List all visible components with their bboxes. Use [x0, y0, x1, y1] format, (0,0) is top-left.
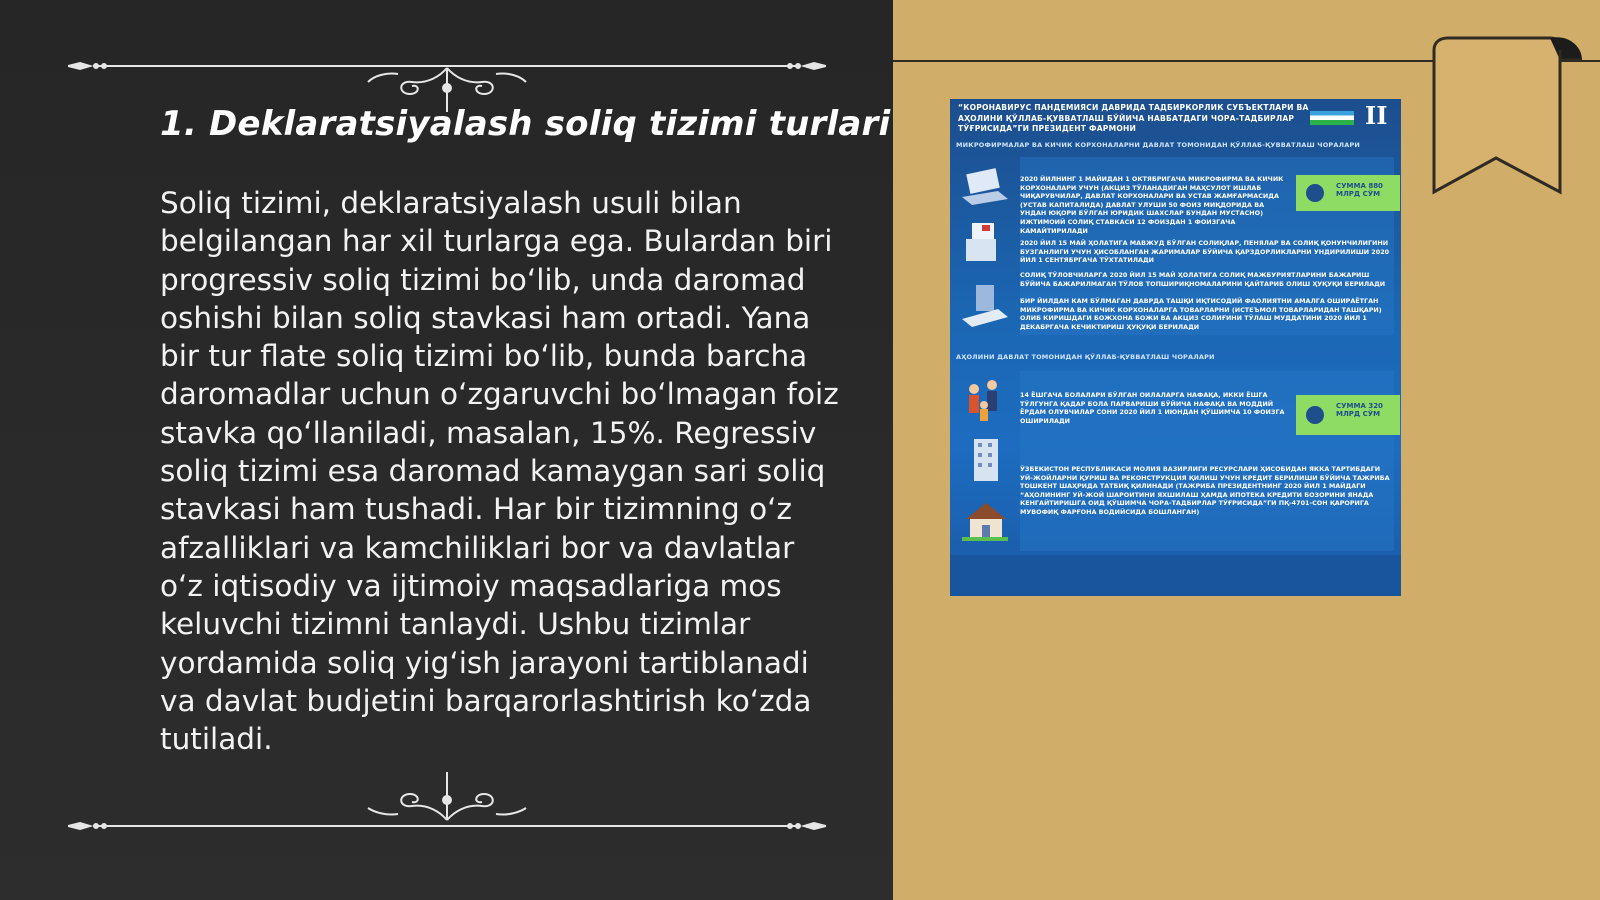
infographic-sum-2	[1296, 395, 1400, 435]
infographic-item-2: 2020 ЙИЛ 15 МАЙ ҲОЛАТИГА МАВЖУД БЎЛГАН СОЛИҚЛАР, ПЕНЯЛАР ВА СОЛИҚ ҚОНУНЧИЛИГИНИ БУЗГАНЛИГИ УЧУН ҲИСОБЛАНГАН ЖАРИМАЛАР БЎЙИЧА ҚАРЗДОРЛИКЛАРНИ УНДИРИЛИШИ 2020 ЙИЛ 1 СЕНТЯБРГАЧА ТЎХТАТИЛАДИ	[1020, 239, 1390, 265]
coins-icon	[1306, 184, 1324, 202]
infographic-sum-1	[1296, 175, 1400, 211]
infographic-item-6: ЎЗБЕКИСТОН РЕСПУБЛИКАСИ МОЛИЯ ВАЗИРЛИГИ РЕСУРСЛАРИ ҲИСОБИДАН ЯККА ТАРТИБДАГИ УЙ-ЖОЙЛАРНИ ҚУРИШ ВА РЕКОНСТРУКЦИЯ ҚИЛИШ УЧУН КРЕДИТ БЕРИЛИШИ БЎЙИЧА ТАЖРИБА ТОШКЕНТ ШАҲРИДА ТАТБИҚ ҚИЛИНАДИ (ТАЖРИБА ПРЕЗИДЕНТНИНГ 2020 ЙИЛ 1 МАЙДАГИ “АҲОЛИНИНГ УЙ-ЖОЙ ШАРОИТИНИ ЯХШИЛАШ ҲАМДА ИПОТЕКА КРЕДИТИ БОЗОРИНИ ЯНАДА КЕНГАЙТИРИШГА ОИД ҚЎШИМЧА ЧОРА-ТАДБИРЛАР ТЎҒРИСИДА”ГИ ПҚ-4701-СОН ҚАРОРИГА МУВОФИҚ ФАРҒОНА ВОДИЙСИДА БОШЛАНГАН)	[1020, 465, 1390, 516]
infographic-item-4: БИР ЙИЛДАН КАМ БЎЛМАГАН ДАВРДА ТАШҚИ ИҚТИСОДИЙ ФАОЛИЯТНИ АМАЛГА ОШИРАЁТГАН МИКРОФИРМА ВА КИЧИК КОРХОНАЛАРГА ТОВАРЛАРНИ (ИСТЕЪМОЛ ТОВАРЛАРИДАН ТАШҚАРИ) ОЛИБ КИРИШДАГИ БОЖХОНА БОЖИ ВА АКЦИЗ СОЛИҒИНИ ТЎЛАШ МУДДАТИНИ 2020 ЙИЛ 1 ДЕКАБРГАЧА КЕЧИКТИРИШ ҲУҚУҚИ БЕРИЛАДИ	[1020, 297, 1382, 331]
slide-body-text: Soliq tizimi, deklaratsiyalash usuli bilan belgilangan har xil turlarga ega. Bulardan biri progressiv soliq tizimi boʻlib, unda daromad oshishi bilan soliq stavkasi ham ortadi. Yana bir tur flate soliq tizimi boʻlib, bunda barcha daromadlar uchun oʻzgaruvchi boʻlmagan foiz stavka qoʻllaniladi, masalan, 15%. Regressiv soliq tizimi esa daromad kamaygan sari soliq stavkasi ham tushadi. Har bir tizimning oʻz afzalliklari va kamchiliklari bor va davlatlar oʻz iqtisodiy va ijtimoiy maqsadlariga mos keluvchi tizimni tanlaydi. Ushbu tizimlar yordamida soliq yigʻish jarayoni tartiblanadi va davlat budjetini barqarorlashtirish koʻzda tutiladi.	[160, 186, 839, 757]
ornament-bottom-icon	[68, 770, 826, 830]
bookmark-icon	[1432, 36, 1600, 202]
infographic-item-5: 14 ЁШГАЧА БОЛАЛАРИ БЎЛГАН ОИЛАЛАРГА НАФАҚА, ИККИ ЁШГА ТЎЛГУНГА ҚАДАР БОЛА ПАРВАРИШИ БЎЙИЧА НАФАҚА ВА МОДДИЙ ЁРДАМ ОЛУВЧИЛАР СОНИ 2020 ЙИЛ 1 ИЮНДАН ҚЎШИМЧА 10 ФОИЗГА ОШИРИЛАДИ	[1020, 391, 1285, 425]
slide-title: 1. Deklaratsiyalash soliq tizimi turlari	[160, 104, 891, 144]
laptop-icon	[958, 161, 1012, 215]
infographic-image	[950, 99, 1401, 596]
family-icon	[958, 375, 1012, 429]
infographic-item-1: 2020 ЙИЛНИНГ 1 МАЙИДАН 1 ОКТЯБРИГАЧА МИКРОФИРМА ВА КИЧИК КОРХОНАЛАРИ УЧУН (АКЦИЗ ТЎЛАНАДИГАН МАҲСУЛОТ ИШЛАБ ЧИҚАРУВЧИЛАР, ДАВЛАТ КОРХОНАЛАРИ ВА УСТАВ ЖАМҒАРМАСИДА (УСТАВ КАПИТАЛИДА) ДАВЛАТ УЛУШИ 50 ФОИЗ МИҚДОРИДА ВА УНДАН ЮҚОРИ БЎЛГАН ЮРИДИК ШАХСЛАР БУНДАН МУСТАСНО) ИЖТИМОИЙ СОЛИҚ СТАВКАСИ 12 ФОИЗДАН 1 ФОИЗГАЧА КАМАЙТИРИЛАДИ	[1020, 175, 1284, 235]
coins-icon	[1306, 406, 1324, 424]
documents-icon	[958, 217, 1012, 271]
calculator-icon	[958, 279, 1012, 333]
infographic-sum-2-label: СУММА 320 МЛРД СЎМ	[1336, 402, 1383, 418]
infographic-item-3: СОЛИҚ ТЎЛОВЧИЛАРГА 2020 ЙИЛ 15 МАЙ ҲОЛАТИГА СОЛИҚ МАЖБУРИЯТЛАРИНИ БАЖАРИШ БЎЙИЧА БАЖАРИЛМАГАН ТЎЛОВ ТОПШИРИҚНОМАЛАРИНИ ҚАЙТАРИБ ОЛИШ ҲУҚУҚИ БЕРИЛАДИ	[1020, 271, 1386, 288]
infographic-title: “КОРОНАВИРУС ПАНДЕМИЯСИ ДАВРИДА ТАДБИРКОРЛИК СУБЪЕКТЛАРИ ВА АҲОЛИНИ ҚЎЛЛАБ-ҚУВВАТЛАШ БЎЙИЧА НАВБАТДАГИ ЧОРА-ТАДБИРЛАР ТЎҒРИСИДА”ГИ ПРЕЗИДЕНТ ФАРМОНИ	[958, 103, 1309, 133]
infographic-footer-band	[950, 555, 1401, 596]
infographic-section-business: МИКРОФИРМАЛАР ВА КИЧИК КОРХОНАЛАРНИ ДАВЛАТ ТОМОНИДАН ҚЎЛЛАБ-ҚУВВАТЛАШ ЧОРАЛАРИ	[956, 141, 1361, 149]
infographic-roman-numeral: II	[1365, 101, 1388, 130]
flag-icon	[1310, 111, 1354, 125]
infographic-section-population: АҲОЛИНИ ДАВЛАТ ТОМОНИДАН ҚЎЛЛАБ-ҚУВВАТЛАШ ЧОРАЛАРИ	[956, 353, 1215, 361]
infographic-sum-1-label: СУММА 880 МЛРД СЎМ	[1336, 182, 1383, 198]
house-icon	[958, 491, 1012, 545]
building-icon	[958, 433, 1012, 487]
